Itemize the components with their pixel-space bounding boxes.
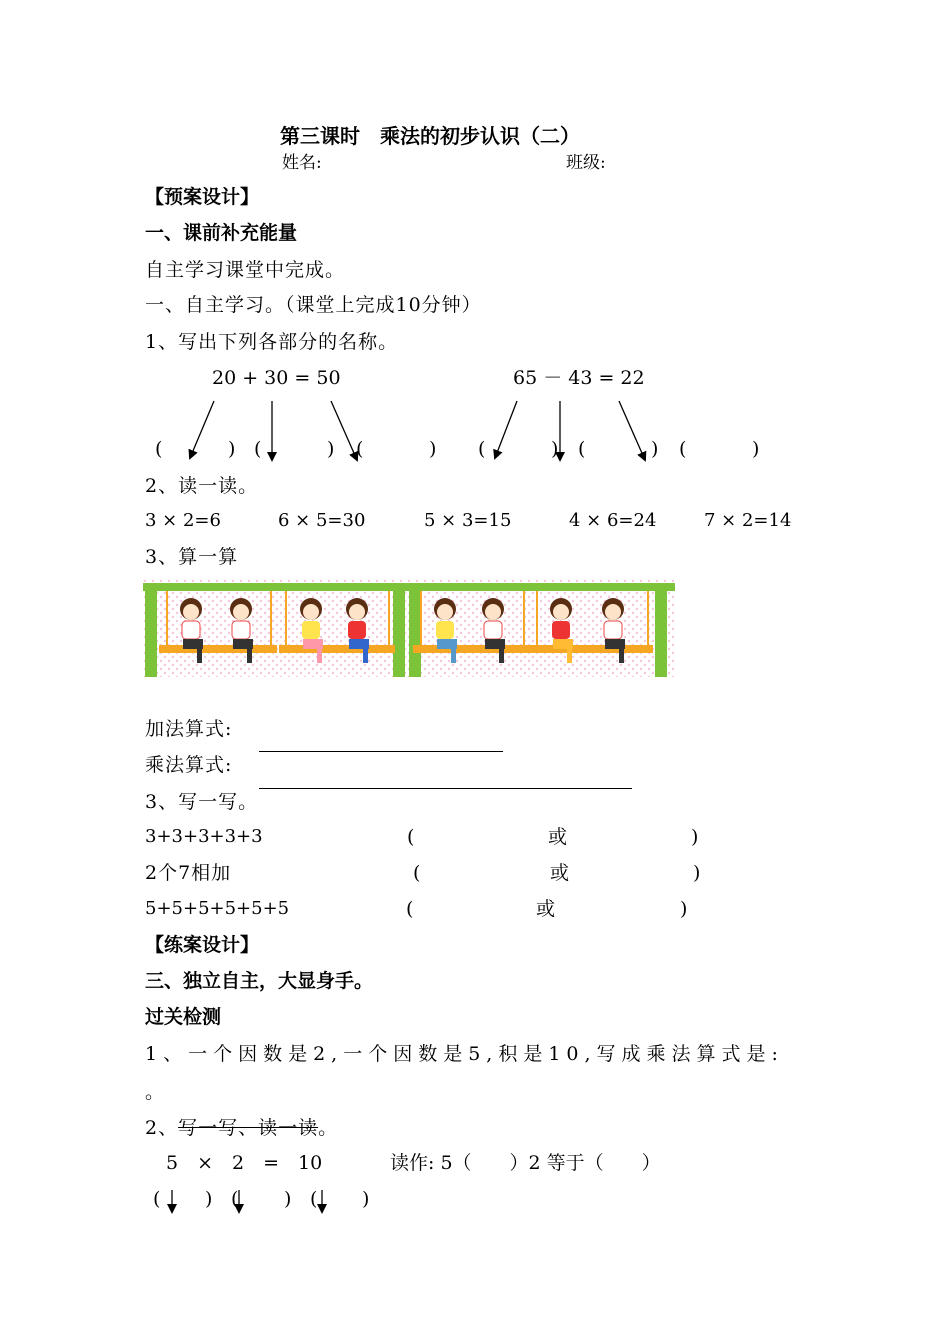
- write-expr: 3+3+3+3+3: [145, 826, 263, 847]
- read-item: 3 × 2=6: [145, 510, 221, 531]
- read-item: 5 × 3=15: [424, 510, 512, 531]
- paren-close: ): [651, 438, 659, 460]
- or-text: 或: [548, 826, 568, 848]
- write-expr: 2个7相加: [145, 862, 232, 884]
- multiplication-equation: 5 × 2 = 10: [166, 1152, 323, 1174]
- q2-struck-text: 写一写、读一读: [178, 1117, 319, 1139]
- paren-close: ): [691, 826, 699, 848]
- check-heading: 过关检测: [145, 1006, 222, 1028]
- paren-open: (: [407, 826, 415, 848]
- paren-open: (: [578, 438, 586, 460]
- sub-heading: 一、自主学习。（课堂上完成10分钟）: [145, 294, 482, 316]
- paren-close: ): [284, 1188, 292, 1210]
- q2-suffix: 。: [318, 1117, 339, 1139]
- q2-prefix: 2、: [145, 1117, 179, 1139]
- addition-label: 加法算式:: [145, 718, 233, 740]
- practice-question-1-end: 。: [145, 1081, 165, 1103]
- swing-svg: [143, 579, 675, 677]
- paren-open: (: [413, 862, 421, 884]
- or-text: 或: [550, 862, 570, 884]
- paren-open: (: [231, 1188, 239, 1210]
- class-label: 班级:: [566, 153, 606, 173]
- question-2: 2、读一读。: [145, 475, 259, 497]
- section-preview: 【预案设计】: [145, 186, 260, 208]
- paren-open: (: [478, 438, 486, 460]
- paren-open: (: [356, 438, 364, 460]
- read-item: 7 × 2=14: [704, 510, 792, 531]
- multiplication-answer-line: [259, 788, 632, 789]
- paren-close: ): [680, 898, 688, 920]
- name-label: 姓名:: [282, 153, 322, 173]
- section-practice: 【练案设计】: [145, 934, 260, 956]
- read-item: 6 × 5=30: [278, 510, 366, 531]
- paren-open: (: [254, 438, 262, 460]
- paren-close: ): [205, 1188, 213, 1210]
- addition-answer-line: [259, 751, 503, 752]
- practice-question-2: [145, 1116, 338, 1140]
- equation-left: 20 + 30 = 50: [212, 367, 341, 389]
- equation-right: 65 － 43 = 22: [513, 367, 645, 389]
- multiplication-label: 乘法算式:: [145, 754, 233, 776]
- arrow: [619, 401, 645, 460]
- paren-close: ): [551, 438, 559, 460]
- paren-close: ): [327, 438, 335, 460]
- practice-question-1: 1、一个因数是2,一个因数是5,积是10,写成乘法算式是:: [145, 1043, 784, 1065]
- paren-open: (: [679, 438, 687, 460]
- arrow: [190, 401, 214, 458]
- paren-close: ): [362, 1188, 370, 1210]
- question-1: 1、写出下列各部分的名称。: [145, 331, 399, 353]
- swing-illustration: [143, 579, 675, 677]
- paren-open: (: [406, 898, 414, 920]
- write-expr: 5+5+5+5+5+5: [145, 898, 290, 919]
- paren-open: (: [310, 1188, 318, 1210]
- arrow: [331, 401, 357, 460]
- or-text: 或: [536, 898, 556, 920]
- read-item: 4 × 6=24: [569, 510, 657, 531]
- part1-heading: 一、课前补充能量: [145, 222, 298, 244]
- paren-close: ): [228, 438, 236, 460]
- question-3: 3、算一算: [145, 546, 239, 568]
- page-title: 第三课时 乘法的初步认识（二）: [280, 124, 580, 148]
- question-3b: 3、写一写。: [145, 791, 259, 813]
- paren-close: ): [693, 862, 701, 884]
- paren-open: (: [155, 438, 163, 460]
- part3-heading: 三、独立自主，大显身手。: [145, 970, 374, 992]
- arrow: [495, 401, 517, 458]
- paren-close: ): [429, 438, 437, 460]
- paren-close: ): [752, 438, 760, 460]
- intro-text: 自主学习课堂中完成。: [145, 259, 346, 281]
- paren-open: (: [153, 1188, 161, 1210]
- read-as-text: 读作: 5（ ）2 等于（ ）: [390, 1152, 661, 1174]
